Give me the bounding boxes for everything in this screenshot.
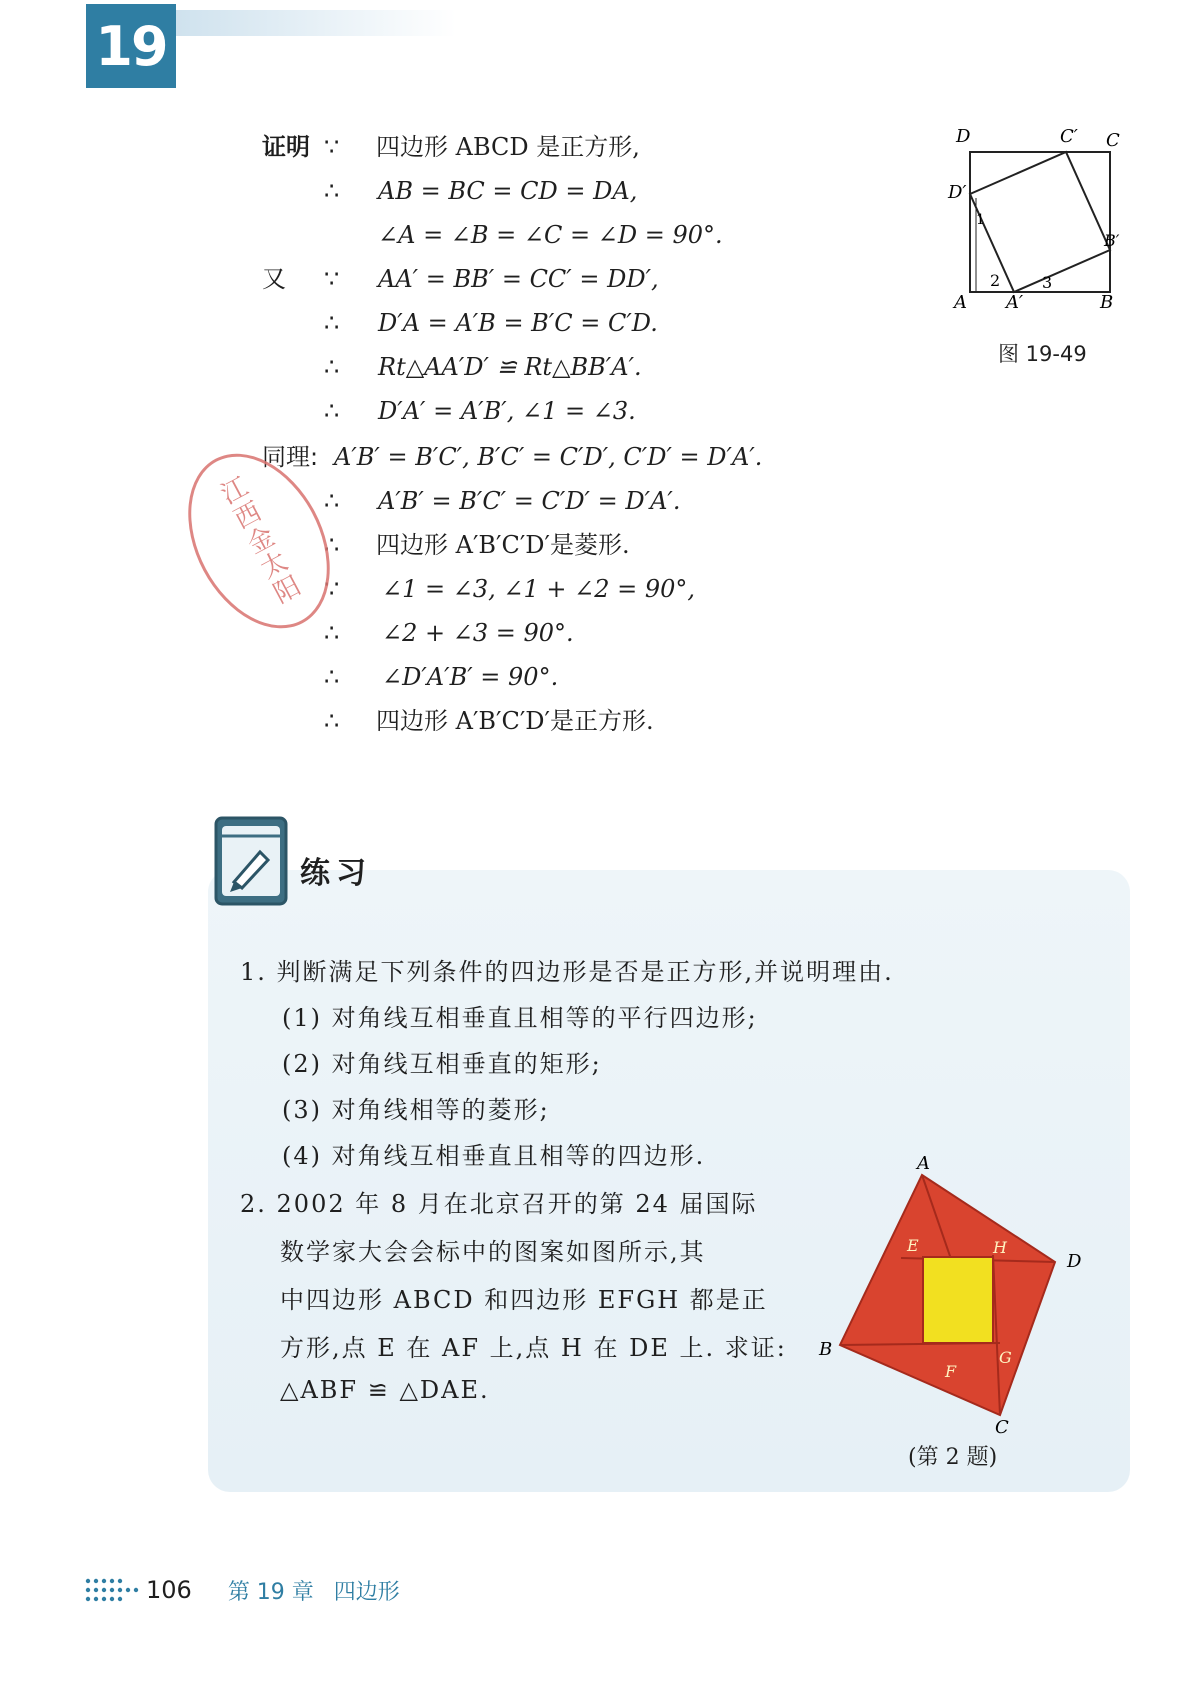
proof-expression: ∠A = ∠B = ∠C = ∠D = 90°. bbox=[378, 221, 723, 249]
proof-expression: Rt△AA′D′ ≌ Rt△BB′A′. bbox=[378, 353, 642, 381]
fig49-label-A1: A′ bbox=[1006, 292, 1024, 313]
proof-symbol: ∴ bbox=[324, 397, 340, 425]
fig2-label-E: E bbox=[907, 1236, 919, 1255]
proof-expression: ∠D′A′B′ = 90°. bbox=[382, 663, 559, 691]
proof-lead: 同理: bbox=[262, 443, 319, 471]
question-1-item: (3) 对角线相等的菱形; bbox=[282, 1096, 550, 1124]
fig2-label-D: D bbox=[1067, 1251, 1082, 1272]
watermark-stamp: 江西金太阳 bbox=[160, 429, 359, 652]
header-fade bbox=[176, 10, 456, 36]
proof-symbol: ∵ bbox=[324, 133, 340, 161]
proof-symbol: ∴ bbox=[324, 309, 340, 337]
fig49-label-B1: B′ bbox=[1104, 231, 1120, 250]
question-2-line: 方形,点 E 在 AF 上,点 H 在 DE 上. 求证: bbox=[280, 1334, 787, 1362]
footer-chapter-name: 四边形 bbox=[333, 1579, 400, 1605]
question-1-item: (1) 对角线互相垂直且相等的平行四边形; bbox=[282, 1004, 758, 1032]
proof-expression: ∠1 = ∠3, ∠1 + ∠2 = 90°, bbox=[382, 575, 696, 603]
figure-question-2 bbox=[815, 1153, 1125, 1438]
footer-chapter-label: 第 19 章 bbox=[227, 1579, 314, 1605]
question-1: 1. 判断满足下列条件的四边形是否是正方形,并说明理由. bbox=[240, 958, 894, 986]
proof-expression: ∠2 + ∠3 = 90°. bbox=[382, 619, 574, 647]
question-2-line: 数学家大会会标中的图案如图所示,其 bbox=[280, 1238, 706, 1266]
proof-expression: AA′ = BB′ = CC′ = DD′, bbox=[378, 265, 659, 293]
question-2-line: 2. 2002 年 8 月在北京召开的第 24 届国际 bbox=[240, 1190, 758, 1218]
proof-expression: D′A′ = A′B′, ∠1 = ∠3. bbox=[378, 397, 636, 425]
figure-19-49 bbox=[948, 128, 1118, 368]
dot-grid-icon bbox=[84, 1575, 140, 1605]
question-1-item: (4) 对角线互相垂直且相等的四边形. bbox=[282, 1142, 706, 1170]
proof-symbol: ∴ bbox=[324, 531, 340, 559]
fig2-label-F: F bbox=[945, 1362, 957, 1381]
fig49-angle-1: 1 bbox=[976, 212, 985, 228]
page-number: 106 bbox=[146, 1576, 192, 1604]
proof-symbol: ∴ bbox=[324, 353, 340, 381]
proof-expression: 四边形 ABCD 是正方形, bbox=[376, 133, 640, 161]
proof-symbol: ∴ bbox=[324, 663, 340, 691]
proof-lead: 证明 bbox=[262, 133, 310, 161]
question-2-line: 中四边形 ABCD 和四边形 EFGH 都是正 bbox=[280, 1286, 768, 1314]
proof-expression: 四边形 A′B′C′D′是正方形. bbox=[376, 707, 654, 735]
fig49-label-C: C bbox=[1106, 130, 1120, 151]
question-1-item: (2) 对角线互相垂直的矩形; bbox=[282, 1050, 602, 1078]
pencil-book-icon bbox=[214, 816, 290, 908]
fig49-angle-3: 3 bbox=[1042, 273, 1053, 292]
proof-symbol: ∴ bbox=[324, 177, 340, 205]
fig2-label-G: G bbox=[999, 1348, 1012, 1367]
fig49-label-C1: C′ bbox=[1060, 126, 1078, 147]
figure-question-2-caption: (第 2 题) bbox=[908, 1445, 998, 1470]
proof-expression: AB = BC = CD = DA, bbox=[378, 177, 638, 205]
proof-symbol: ∵ bbox=[324, 575, 340, 603]
proof-symbol: ∴ bbox=[324, 707, 340, 735]
figure-19-49-caption: 图 19-49 bbox=[998, 342, 1087, 366]
proof-expression: 四边形 A′B′C′D′是菱形. bbox=[376, 531, 630, 559]
fig49-label-B: B bbox=[1100, 292, 1114, 313]
fig49-angle-2: 2 bbox=[990, 271, 1001, 290]
fig2-label-B: B bbox=[819, 1339, 833, 1360]
chapter-number-tab: 19 bbox=[86, 4, 176, 88]
proof-symbol: ∴ bbox=[324, 487, 340, 515]
proof-expression: D′A = A′B = B′C = C′D. bbox=[378, 309, 658, 337]
page-footer bbox=[84, 1572, 400, 1608]
proof-expression: A′B′ = B′C′, B′C′ = C′D′, C′D′ = D′A′. bbox=[334, 443, 763, 471]
proof-symbol: ∴ bbox=[324, 619, 340, 647]
fig2-label-C: C bbox=[995, 1417, 1009, 1438]
fig2-label-A: A bbox=[917, 1153, 930, 1174]
fig2-label-H: H bbox=[993, 1238, 1007, 1257]
proof-expression: A′B′ = B′C′ = C′D′ = D′A′. bbox=[378, 487, 681, 515]
fig49-label-D1: D′ bbox=[948, 182, 967, 203]
proof-symbol: ∵ bbox=[324, 265, 340, 293]
question-2-line: △ABF ≌ △DAE. bbox=[280, 1376, 490, 1404]
exercise-title: 练习 bbox=[300, 856, 372, 891]
proof-lead: 又 bbox=[262, 265, 286, 293]
fig49-label-D: D bbox=[956, 126, 971, 147]
fig49-label-A: A bbox=[954, 292, 967, 313]
